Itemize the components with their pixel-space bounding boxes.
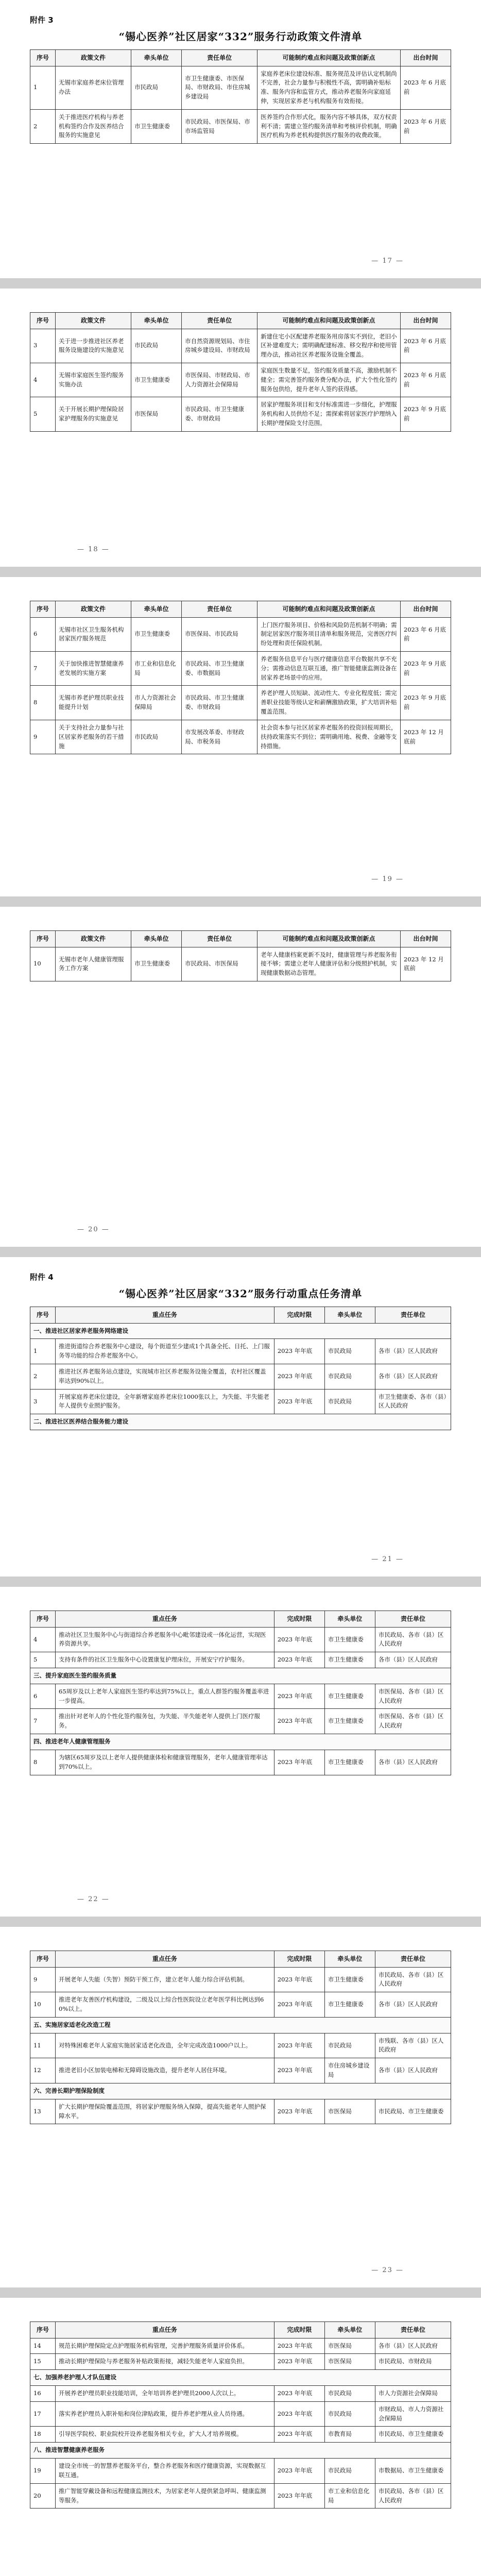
table-row (30, 686, 451, 720)
task-table (30, 1307, 451, 1430)
row-number: 9 (30, 1967, 56, 1992)
deadline: 2023 年年底 (274, 2459, 324, 2484)
table-row (30, 1992, 451, 2018)
table-header-row (30, 601, 451, 618)
issue-time: 2023 年 6 月底前 (400, 66, 451, 109)
section-heading: 五、实施居家适老化改造工程 (30, 2017, 451, 2033)
key-task: 规范长期护理保险定点护理服务机构管理，完善护理服务质量评价体系。 (56, 2338, 274, 2354)
responsible-units: 市民政局、各市（县）区人民政府 (375, 2483, 451, 2509)
policy-table (30, 49, 451, 144)
table-header-row (30, 313, 451, 329)
table-header-row (30, 1611, 451, 1628)
policy-document: 无锡市养老护理员职业技能提升计划 (56, 686, 131, 720)
deadline: 2023 年年底 (274, 2099, 324, 2124)
column-header: 牵头单位 (131, 931, 182, 947)
column-header: 牵头单位 (324, 1611, 375, 1628)
page-number: — 19 — (371, 875, 404, 883)
lead-unit: 市卫生健康委 (131, 617, 182, 651)
lead-unit: 市卫生健康委 (324, 1684, 375, 1709)
lead-unit: 市民政局 (131, 720, 182, 754)
difficulties-and-innovations: 家庭医生数量不足，签约服务质量不高，激励机制不健全；需完善签约服务费分配办法，扩大个性化签约服务包供给，提升老年人签约获得感。 (257, 363, 401, 397)
difficulties-and-innovations: 医养签约合作形式化，服务内容不够具体，双方权责利不清；需建立签约服务清单和考核评价机制，明确医疗机构为养老机构提供医疗服务的收费政策。 (257, 109, 401, 143)
column-header: 完成时限 (274, 1951, 324, 1968)
deadline: 2023 年年底 (274, 2338, 324, 2354)
table-row (30, 363, 451, 397)
responsible-units: 市民政局、市卫生健康委、市财政局 (182, 686, 257, 720)
page-number: — 17 — (371, 257, 404, 265)
column-header: 重点任务 (56, 1611, 274, 1628)
row-number: 8 (30, 1750, 56, 1775)
key-task: 开展养老护理员职业技能培训，全年培训养老护理员2000人次以上。 (56, 2386, 274, 2402)
row-number: 8 (30, 686, 56, 720)
deadline: 2023 年年底 (274, 2427, 324, 2443)
difficulties-and-innovations: 家庭养老床位建设标准、服务规范及评估认定机制尚不完善，社会力量参与积极性不高，需明确补贴标准、服务内容和监管方式，推动养老服务向家庭延伸，实现居家养老与机构服务有效衔接。 (257, 66, 401, 109)
lead-unit: 市民政局 (324, 2033, 375, 2058)
table-row (30, 720, 451, 754)
policy-document: 无锡市老年人健康管理服务工作方案 (56, 947, 131, 981)
column-header: 出台时间 (400, 931, 451, 947)
section-heading: 二、推进社区医养结合服务能力建设 (30, 1414, 451, 1430)
deadline: 2023 年年底 (274, 1684, 324, 1709)
lead-unit: 市民政局 (131, 329, 182, 363)
task-table (30, 1611, 451, 1775)
lead-unit: 市卫生健康委 (131, 109, 182, 143)
task-table (30, 1951, 451, 2124)
key-task: 开展老年人失能（失智）预防干预工作，建立老年人能力综合评估机制。 (56, 1967, 274, 1992)
section-heading: 七、加强养老护理人才队伍建设 (30, 2370, 451, 2386)
column-header: 出台时间 (400, 313, 451, 329)
responsible-units: 市医保局、市民政局 (182, 617, 257, 651)
responsible-units: 各市（县）区人民政府 (375, 1992, 451, 2018)
responsible-units: 市民政局、市卫生健康委 (375, 2427, 451, 2443)
lead-unit: 市卫生健康委 (324, 1967, 375, 1992)
table-header-row (30, 931, 451, 947)
column-header: 出台时间 (400, 601, 451, 618)
column-header: 完成时限 (274, 2322, 324, 2338)
key-task: 对特殊困难老年人家庭实施居家适老化改造，全年完成改造1000户以上。 (56, 2033, 274, 2058)
row-number: 13 (30, 2099, 56, 2124)
responsible-units: 市卫生健康委、市医保局、市财政局、市住房城乡建设局 (182, 66, 257, 109)
row-number: 10 (30, 947, 56, 981)
table-row (30, 2459, 451, 2484)
table-row (30, 1389, 451, 1414)
row-number: 16 (30, 2386, 56, 2402)
lead-unit: 市民政局 (324, 1339, 375, 1364)
table-row (30, 947, 451, 981)
column-header: 重点任务 (56, 1951, 274, 1968)
table-row (30, 397, 451, 431)
section-heading-row (30, 2443, 451, 2459)
document-page (0, 289, 481, 567)
lead-unit: 市卫生健康委 (324, 1750, 375, 1775)
issue-time: 2023 年 9 月底前 (400, 686, 451, 720)
column-header: 牵头单位 (324, 1951, 375, 1968)
lead-unit: 市民政局 (131, 66, 182, 109)
column-header: 完成时限 (274, 1307, 324, 1324)
issue-time: 2023 年 6 月底前 (400, 109, 451, 143)
row-number: 3 (30, 1389, 56, 1414)
deadline: 2023 年年底 (274, 1627, 324, 1652)
table-row (30, 1652, 451, 1668)
responsible-units: 市民政局、各市（县）区人民政府 (375, 1967, 451, 1992)
column-header: 责任单位 (375, 1951, 451, 1968)
table-row (30, 2099, 451, 2124)
lead-unit: 市民政局 (324, 1389, 375, 1414)
row-number: 14 (30, 2338, 56, 2354)
row-number: 18 (30, 2427, 56, 2443)
column-header: 序号 (30, 2322, 56, 2338)
annex-label: 附件 4 (30, 1273, 54, 1282)
lead-unit: 市卫生健康委 (324, 1652, 375, 1668)
responsible-units: 市民政局、市医保局、市市场监管局 (182, 109, 257, 143)
issue-time: 2023 年 6 月底前 (400, 363, 451, 397)
key-task: 推动长期护理保险与养老服务补贴政策衔接，减轻失能老年人家庭负担。 (56, 2354, 274, 2370)
deadline: 2023 年年底 (274, 2058, 324, 2083)
row-number: 9 (30, 720, 56, 754)
table-row (30, 66, 451, 109)
section-heading-row (30, 1323, 451, 1339)
policy-table (30, 601, 451, 754)
column-header: 可能制约难点和问题及政策创新点 (257, 931, 401, 947)
lead-unit: 市卫生健康委 (324, 1709, 375, 1734)
responsible-units: 市残联、各市（县）区人民政府 (375, 2033, 451, 2058)
responsible-units: 市数据局、市卫生健康委 (375, 2459, 451, 2484)
deadline: 2023 年年底 (274, 2386, 324, 2402)
row-number: 7 (30, 652, 56, 686)
lead-unit: 市民政局 (324, 1364, 375, 1389)
policy-document: 无锡市家庭养老床位管理办法 (56, 66, 131, 109)
lead-unit: 市医保局 (324, 2338, 375, 2354)
column-header: 可能制约难点和问题及政策创新点 (257, 50, 401, 66)
deadline: 2023 年年底 (274, 1992, 324, 2018)
deadline: 2023 年年底 (274, 1652, 324, 1668)
section-heading: 一、推进社区居家养老服务网络建设 (30, 1323, 451, 1339)
responsible-units: 各市（县）区人民政府 (375, 1750, 451, 1775)
document-page (0, 1927, 481, 2287)
document-title: “锡心医养”社区居家“332”服务行动政策文件清单 (118, 30, 363, 43)
deadline: 2023 年年底 (274, 2354, 324, 2370)
key-task: 推进社区养老服务站点建设，实现城市社区养老服务设施全覆盖，农村社区覆盖率达到90%以上。 (56, 1364, 274, 1389)
column-header: 可能制约难点和问题及政策创新点 (257, 601, 401, 618)
page-number: — 23 — (371, 2266, 404, 2274)
column-header: 序号 (30, 931, 56, 947)
column-header: 责任单位 (182, 50, 257, 66)
difficulties-and-innovations: 上门医疗服务项目、价格和风险防范机制不明确；需制定居家医疗服务项目清单和服务规范，完善医疗纠纷处理和责任保险机制。 (257, 617, 401, 651)
lead-unit: 市医保局 (131, 397, 182, 431)
column-header: 牵头单位 (131, 601, 182, 618)
key-task: 为辖区65周岁及以上老年人提供健康体检和健康管理服务，老年人健康管理率达到70%以上。 (56, 1750, 274, 1775)
key-task: 推广智能穿戴设备和远程健康监测技术，为居家老年人提供紧急呼叫、健康监测等服务。 (56, 2483, 274, 2509)
table-row (30, 1967, 451, 1992)
lead-unit: 市人力资源社会保障局 (131, 686, 182, 720)
table-row (30, 2033, 451, 2058)
column-header: 重点任务 (56, 1307, 274, 1324)
responsible-units: 各市（县）区人民政府 (375, 1364, 451, 1389)
lead-unit: 市民政局 (324, 2401, 375, 2427)
lead-unit: 市教育局 (324, 2427, 375, 2443)
section-heading-row (30, 1668, 451, 1684)
issue-time: 2023 年 12 月底前 (400, 720, 451, 754)
table-row (30, 2401, 451, 2427)
column-header: 序号 (30, 1307, 56, 1324)
column-header: 序号 (30, 601, 56, 618)
responsible-units: 市民政局、市医保局 (182, 947, 257, 981)
annex-label: 附件 3 (30, 15, 54, 25)
responsible-units: 市民政局、各市（县）区人民政府 (375, 1627, 451, 1652)
difficulties-and-innovations: 社会资本参与社区居家养老服务的投资回报周期长，扶持政策落实不到位；需明确用地、税费、金融等支持措施。 (257, 720, 401, 754)
section-heading: 六、完善长期护理保险制度 (30, 2083, 451, 2099)
responsible-units: 市卫生健康委、各市（县）区人民政府 (375, 1389, 451, 1414)
row-number: 2 (30, 1364, 56, 1389)
table-row (30, 2483, 451, 2509)
table-row (30, 652, 451, 686)
row-number: 2 (30, 109, 56, 143)
lead-unit: 市卫生健康委 (131, 363, 182, 397)
column-header: 序号 (30, 1951, 56, 1968)
deadline: 2023 年年底 (274, 1750, 324, 1775)
section-heading-row (30, 1414, 451, 1430)
lead-unit: 市工业和信息化局 (131, 652, 182, 686)
row-number: 7 (30, 1709, 56, 1734)
key-task: 推进街道综合养老服务中心建设，每个街道至少建成1个具备全托、日托、上门服务等功能的综合养老服务中心。 (56, 1339, 274, 1364)
key-task: 建设全市统一的智慧养老服务平台，整合养老服务和医疗健康资源，实现数据互联互通。 (56, 2459, 274, 2484)
column-header: 责任单位 (375, 2322, 451, 2338)
section-heading-row (30, 2017, 451, 2033)
section-heading-row (30, 2083, 451, 2099)
table-row (30, 1339, 451, 1364)
key-task: 推进老年友善医疗机构建设，二级及以上综合性医院设立老年医学科比例达到60%以上。 (56, 1992, 274, 2018)
row-number: 15 (30, 2354, 56, 2370)
column-header: 牵头单位 (131, 313, 182, 329)
difficulties-and-innovations: 居家护理服务项目和支付标准需进一步细化，护理服务机构和人员供给不足；需探索将居家医疗护理纳入长期护理保险支付范围。 (257, 397, 401, 431)
difficulties-and-innovations: 养老护理人员短缺、流动性大、专业化程度低；需完善职业技能等级认定和薪酬激励政策，扩大培训补贴覆盖范围。 (257, 686, 401, 720)
deadline: 2023 年年底 (274, 1364, 324, 1389)
lead-unit: 市卫生健康委 (131, 947, 182, 981)
table-row (30, 2058, 451, 2083)
column-header: 牵头单位 (324, 2322, 375, 2338)
row-number: 20 (30, 2483, 56, 2509)
table-row (30, 2386, 451, 2402)
issue-time: 2023 年 6 月底前 (400, 617, 451, 651)
section-heading: 八、推进智慧健康养老服务 (30, 2443, 451, 2459)
difficulties-and-innovations: 老年人健康档案更新不及时，健康管理与养老服务衔接不够；需建立老年人健康评估和分级照护机制，实现健康数据动态管理。 (257, 947, 401, 981)
responsible-units: 各市（县）区人民政府 (375, 1339, 451, 1364)
section-heading-row (30, 2370, 451, 2386)
responsible-units: 市人力资源社会保障局 (375, 2386, 451, 2402)
row-number: 1 (30, 66, 56, 109)
issue-time: 2023 年 6 月底前 (400, 329, 451, 363)
deadline: 2023 年年底 (274, 1339, 324, 1364)
key-task: 支持有条件的社区卫生服务中心设置康复护理床位，开展安宁疗护服务。 (56, 1652, 274, 1668)
deadline: 2023 年年底 (274, 2033, 324, 2058)
key-task: 扩大长期护理保险覆盖范围，将居家护理服务纳入保障，提高失能老年人照护保障水平。 (56, 2099, 274, 2124)
column-header: 序号 (30, 1611, 56, 1628)
row-number: 5 (30, 397, 56, 431)
key-task: 推进老旧小区加装电梯和无障碍设施改造，提升老年人居住环境。 (56, 2058, 274, 2083)
responsible-units: 市自然资源规划局、市住房城乡建设局、市财政局 (182, 329, 257, 363)
document-page (0, 907, 481, 1247)
row-number: 5 (30, 1652, 56, 1668)
table-header-row (30, 50, 451, 66)
policy-document: 无锡市家庭医生签约服务实施办法 (56, 363, 131, 397)
deadline: 2023 年年底 (274, 2483, 324, 2509)
key-task: 引导医学院校、职业院校开设养老服务相关专业，扩大人才培养规模。 (56, 2427, 274, 2443)
table-row (30, 329, 451, 363)
column-header: 牵头单位 (131, 50, 182, 66)
issue-time: 2023 年 9 月底前 (400, 652, 451, 686)
responsible-units: 市医保局、市财政局、市人力资源社会保障局 (182, 363, 257, 397)
document-title: “锡心医养”社区居家“332”服务行动重点任务清单 (118, 1287, 363, 1300)
column-header: 重点任务 (56, 2322, 274, 2338)
responsible-units: 市民政局、市卫生健康委、市财政局 (182, 397, 257, 431)
column-header: 政策文件 (56, 931, 131, 947)
row-number: 3 (30, 329, 56, 363)
document-page (0, 1587, 481, 1917)
table-row (30, 617, 451, 651)
policy-document: 无锡市社区卫生服务机构居家医疗服务规范 (56, 617, 131, 651)
column-header: 责任单位 (375, 1611, 451, 1628)
responsible-units: 各市（县）区人民政府 (375, 2338, 451, 2354)
row-number: 4 (30, 363, 56, 397)
document-page (0, 577, 481, 896)
page-number: — 18 — (77, 546, 110, 553)
column-header: 可能制约难点和问题及政策创新点 (257, 313, 401, 329)
policy-document: 关于支持社会力量参与社区居家养老服务的若干措施 (56, 720, 131, 754)
table-row (30, 1364, 451, 1389)
policy-document: 关于进一步推进社区养老服务设施建设的实施意见 (56, 329, 131, 363)
key-task: 推出针对老年人的个性化签约服务包，为失能、半失能老年人提供上门医疗服务。 (56, 1709, 274, 1734)
document-page (0, 0, 481, 278)
issue-time: 2023 年 9 月底前 (400, 397, 451, 431)
table-header-row (30, 1307, 451, 1324)
table-row (30, 1627, 451, 1652)
section-heading: 四、推进老年人健康管理服务 (30, 1734, 451, 1750)
page-number: — 20 — (77, 1226, 110, 1233)
key-task: 开展家庭养老床位建设，全年新增家庭养老床位1000张以上，为失能、半失能老年人提供专业照护服务。 (56, 1389, 274, 1414)
document-page (0, 1257, 481, 1577)
table-row (30, 2354, 451, 2370)
column-header: 政策文件 (56, 313, 131, 329)
column-header: 责任单位 (375, 1307, 451, 1324)
responsible-units: 市财政局、市人力资源社会保障局 (375, 2401, 451, 2427)
section-heading: 三、提升家庭医生签约服务质量 (30, 1668, 451, 1684)
lead-unit: 市民政局 (324, 2459, 375, 2484)
row-number: 12 (30, 2058, 56, 2083)
policy-table (30, 930, 451, 981)
responsible-units: 市发展改革委、市财政局、市税务局 (182, 720, 257, 754)
column-header: 序号 (30, 313, 56, 329)
difficulties-and-innovations: 养老服务信息平台与医疗健康信息平台数据共享不充分；需推动信息互联互通，推广智能健康监测设备在居家养老场景中的应用。 (257, 652, 401, 686)
column-header: 完成时限 (274, 1611, 324, 1628)
table-row (30, 1684, 451, 1709)
table-header-row (30, 1951, 451, 1968)
responsible-units: 各市（县）区人民政府 (375, 1652, 451, 1668)
responsible-units: 各市（县）区人民政府 (375, 2058, 451, 2083)
responsible-units: 市民政局、市卫生健康委 (375, 2099, 451, 2124)
column-header: 责任单位 (182, 601, 257, 618)
policy-document: 关于加快推进智慧健康养老发展的实施方案 (56, 652, 131, 686)
row-number: 6 (30, 1684, 56, 1709)
issue-time: 2023 年 12 月底前 (400, 947, 451, 981)
table-row (30, 2338, 451, 2354)
responsible-units: 市医保局、各市（县）区人民政府 (375, 1709, 451, 1734)
deadline: 2023 年年底 (274, 1709, 324, 1734)
deadline: 2023 年年底 (274, 2401, 324, 2427)
row-number: 11 (30, 2033, 56, 2058)
responsible-units: 市民政局、市财政局 (375, 2354, 451, 2370)
responsible-units: 市医保局、各市（县）区人民政府 (375, 1684, 451, 1709)
lead-unit: 市卫生健康委 (324, 1627, 375, 1652)
lead-unit: 市卫生健康委 (324, 1992, 375, 2018)
row-number: 17 (30, 2401, 56, 2427)
key-task: 落实养老护理员入职补贴和岗位津贴政策，提升养老护理从业人员待遇。 (56, 2401, 274, 2427)
key-task: 推动社区卫生服务中心与街道综合养老服务中心毗邻建设或一体化运营，实现医养资源共享。 (56, 1627, 274, 1652)
column-header: 政策文件 (56, 601, 131, 618)
lead-unit: 市工业和信息化局 (324, 2483, 375, 2509)
row-number: 19 (30, 2459, 56, 2484)
table-row (30, 1709, 451, 1734)
lead-unit: 市民政局 (324, 2386, 375, 2402)
policy-document: 关于开展长期护理保险居家护理服务的实施意见 (56, 397, 131, 431)
key-task: 65周岁及以上老年人家庭医生签约率达到75%以上，重点人群签约服务覆盖率进一步提高。 (56, 1684, 274, 1709)
page-number: — 22 — (77, 1895, 110, 1903)
document-page (0, 2298, 481, 2576)
deadline: 2023 年年底 (274, 1967, 324, 1992)
lead-unit: 市医保局 (324, 2099, 375, 2124)
column-header: 牵头单位 (324, 1307, 375, 1324)
column-header: 责任单位 (182, 931, 257, 947)
task-table (30, 2321, 451, 2509)
page-number: — 21 — (371, 1555, 404, 1563)
column-header: 序号 (30, 50, 56, 66)
section-heading-row (30, 1734, 451, 1750)
row-number: 10 (30, 1992, 56, 2018)
column-header: 政策文件 (56, 50, 131, 66)
row-number: 1 (30, 1339, 56, 1364)
table-row (30, 109, 451, 143)
difficulties-and-innovations: 新建住宅小区配建养老服务用房落实不到位，老旧小区补建难度大；需明确配建标准、移交程序和使用管理办法，推动社区养老服务设施全覆盖。 (257, 329, 401, 363)
deadline: 2023 年年底 (274, 1389, 324, 1414)
row-number: 4 (30, 1627, 56, 1652)
policy-document: 关于推进医疗机构与养老机构签约合作及医养结合服务的实施意见 (56, 109, 131, 143)
table-row (30, 1750, 451, 1775)
table-row (30, 2427, 451, 2443)
lead-unit: 市住房城乡建设局 (324, 2058, 375, 2083)
row-number: 6 (30, 617, 56, 651)
column-header: 出台时间 (400, 50, 451, 66)
responsible-units: 市民政局、市卫生健康委、市数据局 (182, 652, 257, 686)
policy-table (30, 312, 451, 432)
table-header-row (30, 2322, 451, 2338)
column-header: 责任单位 (182, 313, 257, 329)
lead-unit: 市医保局 (324, 2354, 375, 2370)
